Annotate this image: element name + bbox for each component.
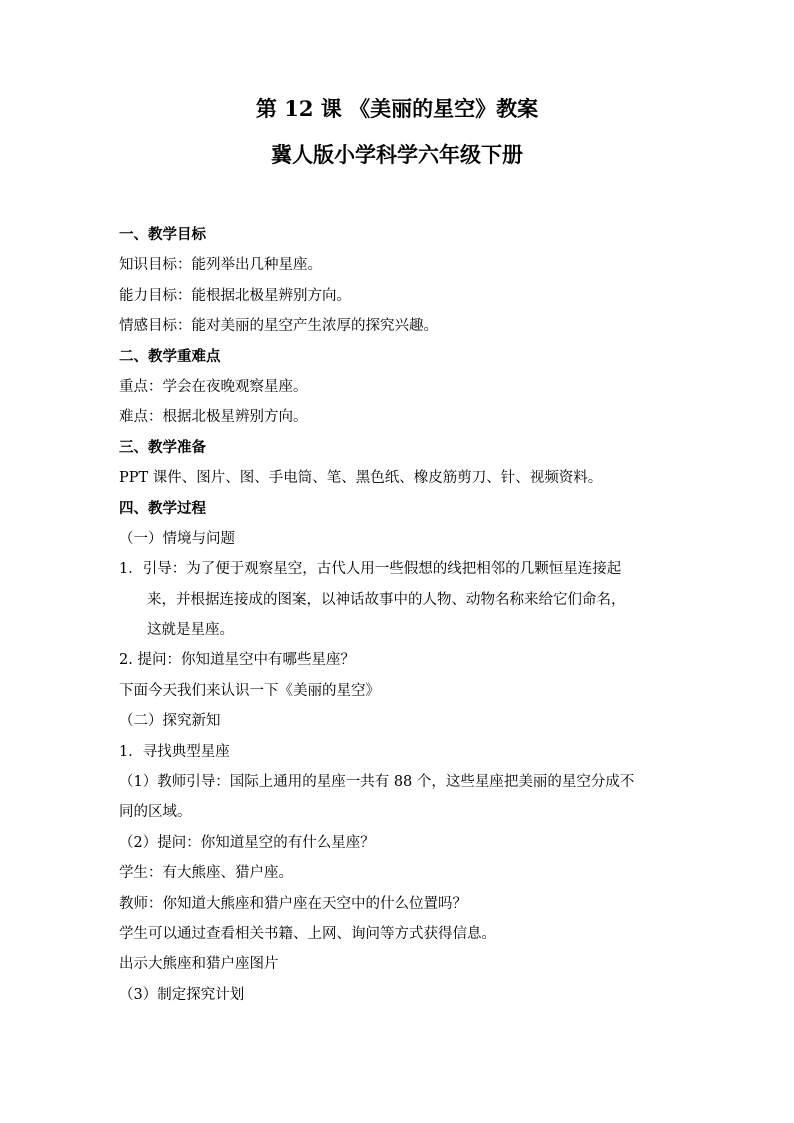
body-text-line: 同的区域。 xyxy=(119,804,192,821)
body-text-line: 教师：你知道大熊座和猎户座在天空中的什么位置吗？ xyxy=(119,895,467,912)
body-text-line: 情感目标：能对美丽的星空产生浓厚的探究兴趣。 xyxy=(119,318,438,335)
body-text-line: 2. 提问：你知道星空中有哪些星座？ xyxy=(119,652,355,669)
body-text-line: 重点：学会在夜晚观察星座。 xyxy=(119,378,308,395)
body-text-line: 这就是星座。 xyxy=(147,622,234,639)
body-text-line: 1．引导：为了便于观察星空，古代人用一些假想的线把相邻的几颗恒星连接起 xyxy=(119,561,622,578)
body-text-line: （二）探究新知 xyxy=(119,713,221,730)
body-text-line: 1．寻找典型星座 xyxy=(119,743,230,760)
body-text-line: （1）教师引导：国际上通用的星座一共有 88 个，这些星座把美丽的星空分成不 xyxy=(119,774,635,791)
body-text-line: （一）情境与问题 xyxy=(119,530,235,547)
body-text-line: 出示大熊座和猎户座图片 xyxy=(119,956,279,973)
body-text-line: 下面今天我们来认识一下《美丽的星空》 xyxy=(119,682,380,699)
section-heading: 三、教学准备 xyxy=(119,438,206,456)
section-heading: 四、教学过程 xyxy=(119,499,206,517)
body-text-line: 能力目标：能根据北极星辨别方向。 xyxy=(119,287,351,304)
document-body xyxy=(119,220,679,1010)
body-text-line: 学生可以通过查看相关书籍、上网、询问等方式获得信息。 xyxy=(119,925,496,942)
body-text-line: PPT 课件、图片、图、手电筒、笔、黑色纸、橡皮筋剪刀、针、视频资料。 xyxy=(119,470,603,487)
body-text-line: 知识目标：能列举出几种星座。 xyxy=(119,257,322,274)
body-text-line: 来，并根据连接成的图案，以神话故事中的人物、动物名称来给它们命名， xyxy=(147,591,626,608)
section-heading: 一、教学目标 xyxy=(119,226,206,243)
body-text-line: （3）制定探究计划 xyxy=(119,986,245,1003)
body-text-line: 学生：有大熊座、猎户座。 xyxy=(119,865,293,882)
document-subtitle: 冀人版小学科学六年级下册 xyxy=(271,142,523,167)
body-text-line: 难点：根据北极星辨别方向。 xyxy=(119,409,308,426)
section-heading: 二、教学重难点 xyxy=(119,347,221,365)
body-text-line: （2）提问：你知道星空的有什么星座？ xyxy=(119,834,375,851)
document-title: 第 12 课 《美丽的星空》教案 xyxy=(255,96,539,121)
